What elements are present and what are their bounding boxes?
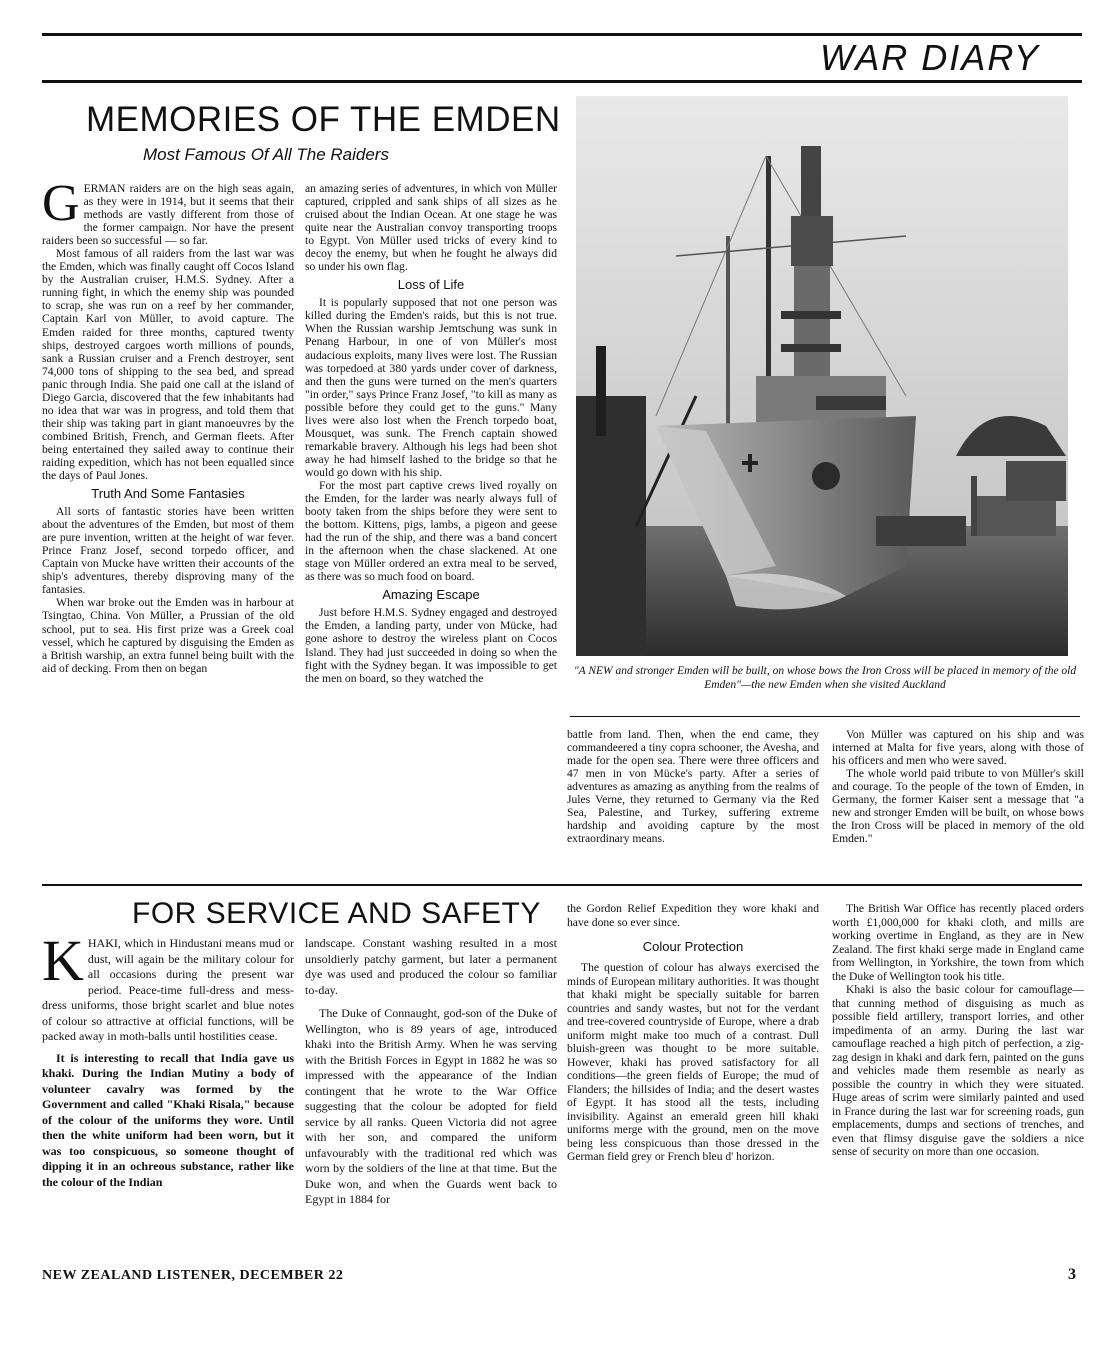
- emden-column-3: [567, 728, 819, 870]
- masthead-bottom-rule: [42, 80, 1082, 83]
- masthead-title: WAR DIARY: [819, 37, 1040, 78]
- paragraph: landscape. Constant washing resulted in a most unsoldierly patchy garment, but later a permanent dye was used and produced the colour so familiar to-day.: [305, 936, 557, 997]
- ship-photo-graphic: [576, 96, 1068, 656]
- khaki-column-2: [305, 936, 557, 1254]
- paragraph: For the most part captive crews lived royally on the Emden, for the larder was nearly always full of booty taken from the ships before they were sent to the bottom. Kittens, pigs, lambs, a pigeon and geese had the run of the ship, and there was a band concert in the afternoon when the chase slackened. At one stage von Müller ordered an extra meal to be served, as there was so much food on board.: [305, 478, 557, 584]
- paragraph: battle from land. Then, when the end came, they commandeered a tiny copra schooner, the Avesha, and made for the open sea. There were three officers and 47 men in von Mücke's party. After a series of adventures as amazing as anything from the realms of Jules Verne, they returned to Germany via the Red Sea, Palestine, and Turkey, suffering extreme hardship and avoiding capture by the most extraordinary means.: [567, 728, 819, 846]
- section-heading-colour: Colour Protection: [642, 939, 744, 954]
- section-heading-loss: Loss of Life: [397, 277, 465, 293]
- section-heading-escape: Amazing Escape: [382, 587, 480, 603]
- caption-rule: [570, 716, 1080, 717]
- section-divider: [42, 884, 1082, 886]
- paragraph: Most famous of all raiders from the last war was the Emden, which was finally caught off Cocos Island by the Australian cruiser, H.M.S. Sydney. After a running fight, in which the enemy ship was pounded to scrap, she was run on a reef by her commander, Captain Karl von Müller, to avoid capture. The Emden raided for three months, captured twenty ships, destroyed cargoes worth millions of pounds, sank a Russian cruiser and a French destroyer, sent 74,000 tons of shipping to the sea bed, and spread panic through India. She paid one call at the island of Diego Garcia, discovered that the few inhabitants had no idea that war was in progress, and told them that their ship was taking part in giant manoeuvres by the combined British, French, and German fleets. After being entertained they sailed away to continue their raiding expedition, which has not been equalled since the days of Paul Jones.: [42, 247, 294, 483]
- emden-headline: MEMORIES OF THE EMDEN: [86, 100, 561, 139]
- paragraph: The British War Office has recently placed orders worth £1,000,000 for khaki cloth, and mills are working overtime in England, as they are in New Zealand. The first khaki serge made in England came from Wellington, in Yorkshire, the town from which the Duke of Wellington took his title.: [832, 902, 1084, 983]
- drop-cap-g: G: [42, 182, 80, 232]
- emden-ship-photo: [576, 96, 1068, 656]
- emden-column-1: [42, 182, 294, 870]
- khaki-column-4: [832, 902, 1084, 1254]
- paragraph: Just before H.M.S. Sydney engaged and destroyed the Emden, a landing party, under von Mücke, had gone ashore to destroy the wireless plant on Cocos Island. They had just succeeded in doing so when the fight with the Sydney began. It was impossible to get the men on board, so they watched the: [305, 606, 557, 685]
- masthead-top-rule: [42, 33, 1082, 36]
- drop-cap-k: K: [42, 936, 84, 993]
- emden-column-4: [832, 728, 1084, 870]
- paragraph: It is interesting to recall that India gave us khaki. During the Indian Mutiny a body of volunteer cavalry was formed by the Government and called "Khaki Risala," because of the colour of the uniforms they wore. Until then the white uniform had been worn, but it was too conspicuous, so someone thought of dipping it in an ochreous substance, rather like the colour of the Indian: [42, 1050, 294, 1189]
- emden-subheadline: Most Famous Of All The Raiders: [143, 145, 389, 164]
- paragraph: The question of colour has always exercised the minds of European military authorities. It was thought that khaki might be specially suitable for barren countries and sandy wastes, but not for the verdant and tree-covered countryside of Europe, where a drab uniform might make too much of a contrast. Dull bluish-green was thought to be more suitable. However, khaki has proved satisfactory for all conditions—the green fields of Europe; the mud of Flanders; the hillsides of India; and the desert wastes of Egypt. It has stood all the tests, including invisibility. Against an emerald green hill khaki uniforms merge with the ground, men on the move being less conspicuous than those dressed in the German field grey or French bleu d' horizon.: [567, 961, 819, 1163]
- paragraph: an amazing series of adventures, in which von Müller captured, crippled and sank ships of all sizes as he cruised about the Indian Ocean. At one stage he was quite near the Australian convoy transporting troops to Egypt. Von Müller used tricks of every kind to decoy the enemy, but when he fought he always did so under his own flag.: [305, 182, 557, 274]
- photo-caption: "A NEW and stronger Emden will be built, on whose bows the Iron Cross will be placed in memory of the old Emden"—the new Emden when she visited Auckland: [573, 665, 1077, 691]
- footer-page-number: 3: [1068, 1266, 1077, 1283]
- emden-column-2: [305, 182, 557, 870]
- paragraph: ERMAN raiders are on the high seas again, as they were in 1914, but it seems that their methods are vastly different from those of the former campaign. Nor have the present raiders been so successful — so far.: [42, 182, 294, 248]
- khaki-column-1: [42, 936, 294, 1254]
- paragraph: The whole world paid tribute to von Müller's skill and courage. To the people of the town of Emden, in Germany, the former Kaiser sent a message that "a new and stronger Emden will be built, on whose bows the Iron Cross will be placed in memory of the old Emden.": [832, 767, 1084, 846]
- paragraph: the Gordon Relief Expedition they wore khaki and have done so ever since.: [567, 902, 819, 929]
- paragraph: When war broke out the Emden was in harbour at Tsingtao, China. Von Müller, a Prussian of the old school, put to sea. His first prize was a Greek coal vessel, which he captured by disguising the Emden as a British warship, an extra funnel being built with the aid of decking. From then on began: [42, 596, 294, 675]
- footer-publication: NEW ZEALAND LISTENER, DECEMBER 22: [42, 1268, 344, 1283]
- khaki-column-3: [567, 902, 819, 1254]
- paragraph: HAKI, which in Hindustani means mud or dust, will again be the military colour for all occasions during the present war period. Peace-time full-dress and mess-dress uniforms, those bright scarlet and blue notes of colour so attractive at official functions, will be packed away in moth-balls until hostilities cease.: [42, 936, 294, 1043]
- paragraph: The Duke of Connaught, god-son of the Duke of Wellington, who is 89 years of age, introduced khaki into the British Army. When he was serving with the British Forces in Egypt in 1882 he was so impressed with the appearance of the Indian contingent that he wrote to the War Office suggesting that the colour be adopted for field service by all ranks. Queen Victoria did not agree with her son, and compared the uniform unfavourably with the traditional red which was worn by the soldiers of the line at that time. But the Duke won, and when the Guards went back to Egypt in 1884 for: [305, 1006, 557, 1206]
- paragraph: Von Müller was captured on his ship and was interned at Malta for five years, along with those of his officers and men who were saved.: [832, 728, 1084, 768]
- paragraph: It is popularly supposed that not one person was killed during the Emden's raids, but this is not true. When the Russian warship Jemtschung was sunk in Penang Harbour, in one of von Müller's most audacious exploits, many lives were lost. The Russian was torpedoed at 380 yards under cover of darkness, and then the guns were turned on the men's quarters "in order," says Prince Franz Josef, "to kill as many as possible before they could get to the guns." Many lives were also lost when the French torpedo boat, Mousquet, was sunk. The French captain showed remarkable bravery. Although his legs had been shot away he had himself lashed to the bridge so that he would go down with his ship.: [305, 296, 557, 479]
- khaki-headline: FOR SERVICE AND SAFETY: [132, 897, 541, 930]
- section-heading-truth: Truth And Some Fantasies: [91, 486, 245, 502]
- paragraph: Khaki is also the basic colour for camouflage—that cunning method of disguising as much as possible field artillery, transport lorries, and other impedimenta of an army. During the last war camouflage reached a high pitch of perfection, a zig-zag design in khaki and dark fern, painted on the guns and vehicles made them resemble as nearly as possible the country in which they were situated. Huge areas of scrim were similarly painted and used in France during the last war for screening roads, gun emplacements, dumps and sections of trenches, and even that flimsy disguise gave the soldiers a nice sense of security on more than one occasion.: [832, 983, 1084, 1158]
- paragraph: All sorts of fantastic stories have been written about the adventures of the Emden, but most of them are pure invention, written at the height of war fever. Prince Franz Josef, second torpedo officer, and Captain von Mucke have written their accounts of the ship's adventures, thereby disproving many of the fantasies.: [42, 505, 294, 597]
